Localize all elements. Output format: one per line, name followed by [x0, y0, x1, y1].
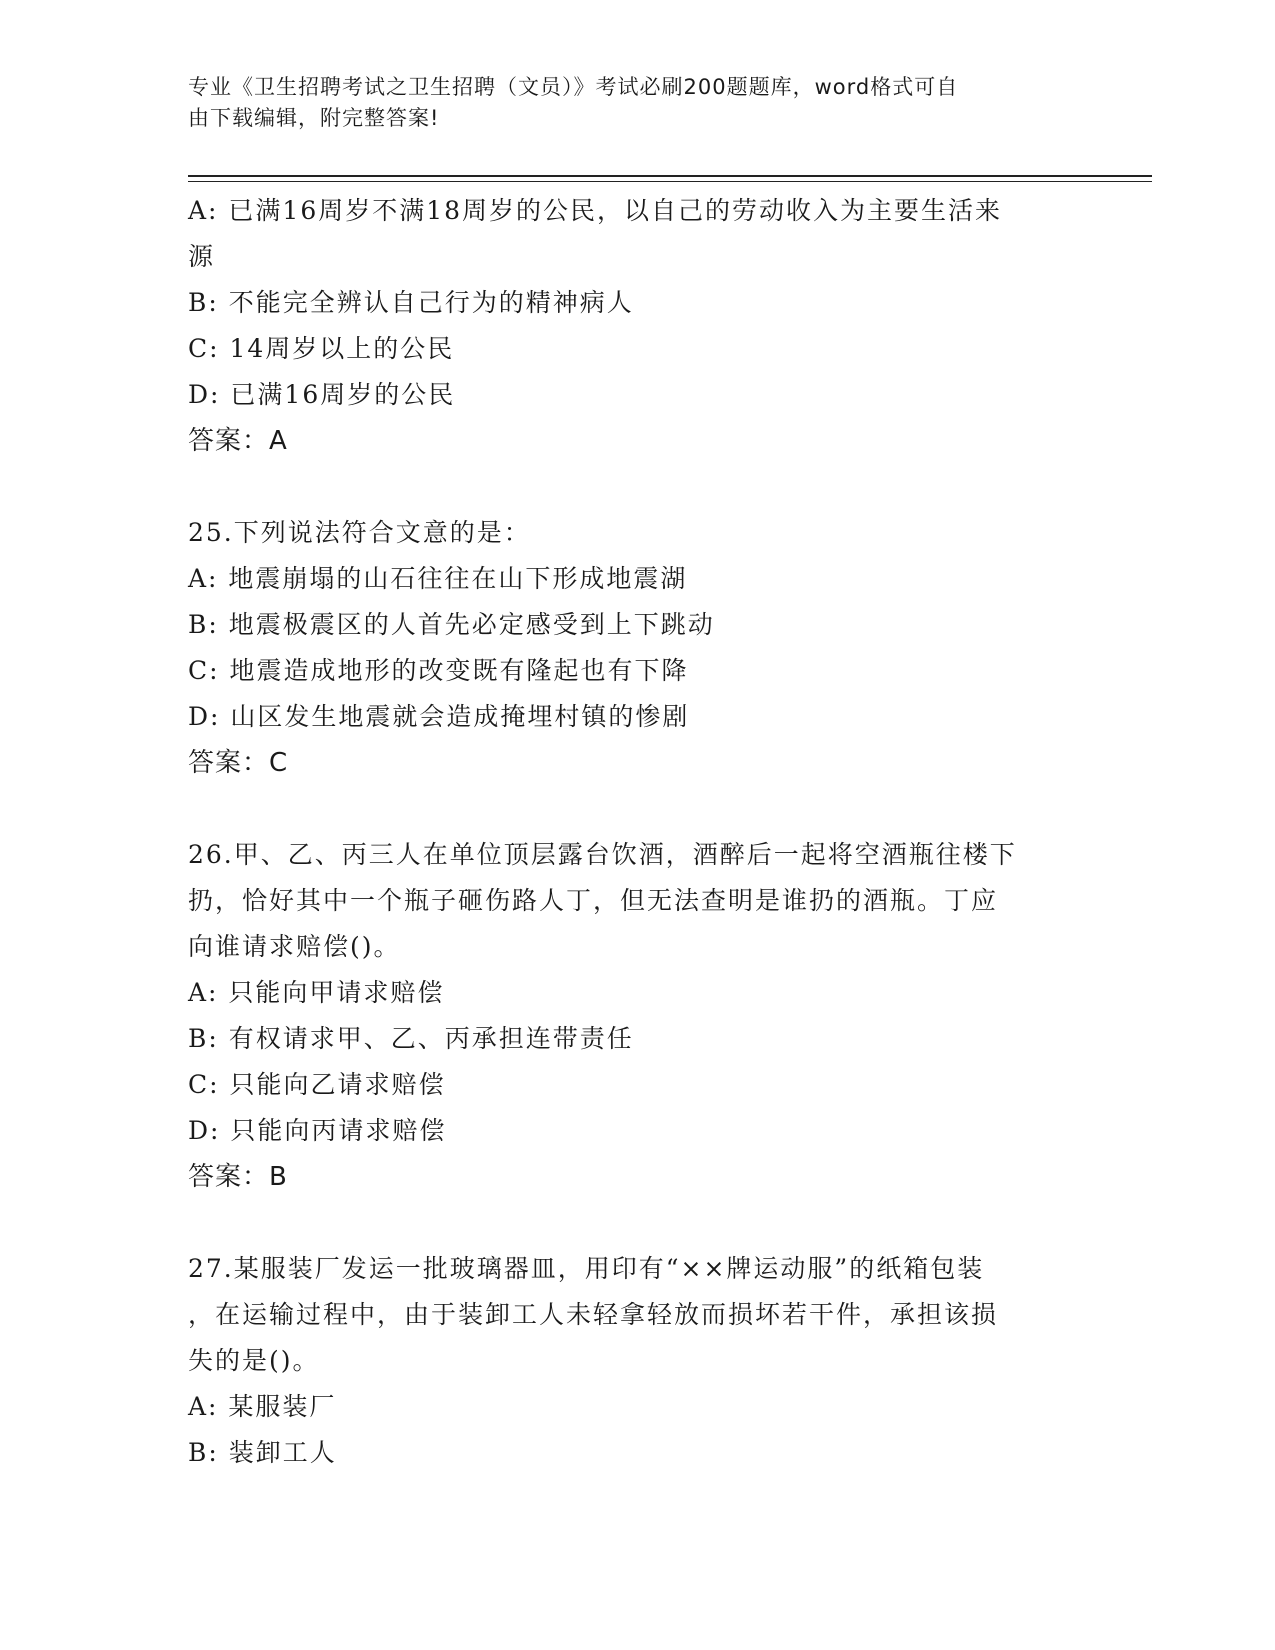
q24-answer: 答案：A: [188, 426, 288, 456]
header-divider-thin: [188, 181, 1152, 182]
q24-option-c: C: 14周岁以上的公民: [188, 334, 455, 363]
header-line-1: 专业《卫生招聘考试之卫生招聘（文员）》考试必刷200题题库，word格式可自: [188, 75, 959, 99]
q25-option-c: C: 地震造成地形的改变既有隆起也有下降: [188, 656, 689, 685]
document-header: [188, 72, 1068, 134]
q24-option-b: B: 不能完全辨认自己行为的精神病人: [188, 288, 634, 317]
q25-option-b: B: 地震极震区的人首先必定感受到上下跳动: [188, 610, 715, 639]
q25-option-d: D: 山区发生地震就会造成掩埋村镇的惨剧: [188, 702, 690, 731]
q25-option-a: A: 地震崩塌的山石往往在山下形成地震湖: [188, 564, 688, 593]
q26-option-c: C: 只能向乙请求赔偿: [188, 1070, 446, 1099]
spacer: [188, 1200, 1088, 1246]
q27-option-b: B: 装卸工人: [188, 1438, 337, 1467]
q24-option-d: D: 已满16周岁的公民: [188, 380, 456, 409]
header-divider-thick: [188, 175, 1152, 177]
question-27-block: [188, 1246, 1088, 1476]
q27-question-line-2: ，在运输过程中，由于装卸工人未轻拿轻放而损坏若干件，承担该损: [188, 1300, 999, 1329]
q25-question: 25.下列说法符合文意的是：: [188, 518, 531, 547]
q26-option-d: D: 只能向丙请求赔偿: [188, 1116, 447, 1145]
q24-option-a-line-1: A: 已满16周岁不满18周岁的公民，以自己的劳动收入为主要生活来: [188, 196, 1003, 225]
q24-option-a-line-2: 源: [188, 242, 216, 271]
question-24-block: [188, 188, 1088, 464]
q27-question-line-1: 27.某服装厂发运一批玻璃器皿，用印有“××牌运动服”的纸箱包装: [188, 1254, 985, 1283]
q26-question-line-2: 扔，恰好其中一个瓶子砸伤路人丁，但无法查明是谁扔的酒瓶。丁应: [188, 886, 999, 915]
header-line-2: 由下载编辑，附完整答案!: [188, 106, 440, 130]
spacer: [188, 464, 1088, 510]
question-list: [188, 188, 1088, 1476]
q26-option-a: A: 只能向甲请求赔偿: [188, 978, 445, 1007]
q26-option-b: B: 有权请求甲、乙、丙承担连带责任: [188, 1024, 634, 1053]
q27-option-a: A: 某服装厂: [188, 1392, 337, 1421]
spacer: [188, 786, 1088, 832]
q26-question-line-3: 向谁请求赔偿()。: [188, 932, 401, 961]
question-25-block: [188, 510, 1088, 786]
q25-answer: 答案：C: [188, 748, 289, 778]
q26-question-line-1: 26.甲、乙、丙三人在单位顶层露台饮酒，酒醉后一起将空酒瓶往楼下: [188, 840, 1017, 869]
q27-question-line-3: 失的是()。: [188, 1346, 320, 1375]
question-26-block: [188, 832, 1088, 1200]
q26-answer: 答案：B: [188, 1162, 288, 1192]
